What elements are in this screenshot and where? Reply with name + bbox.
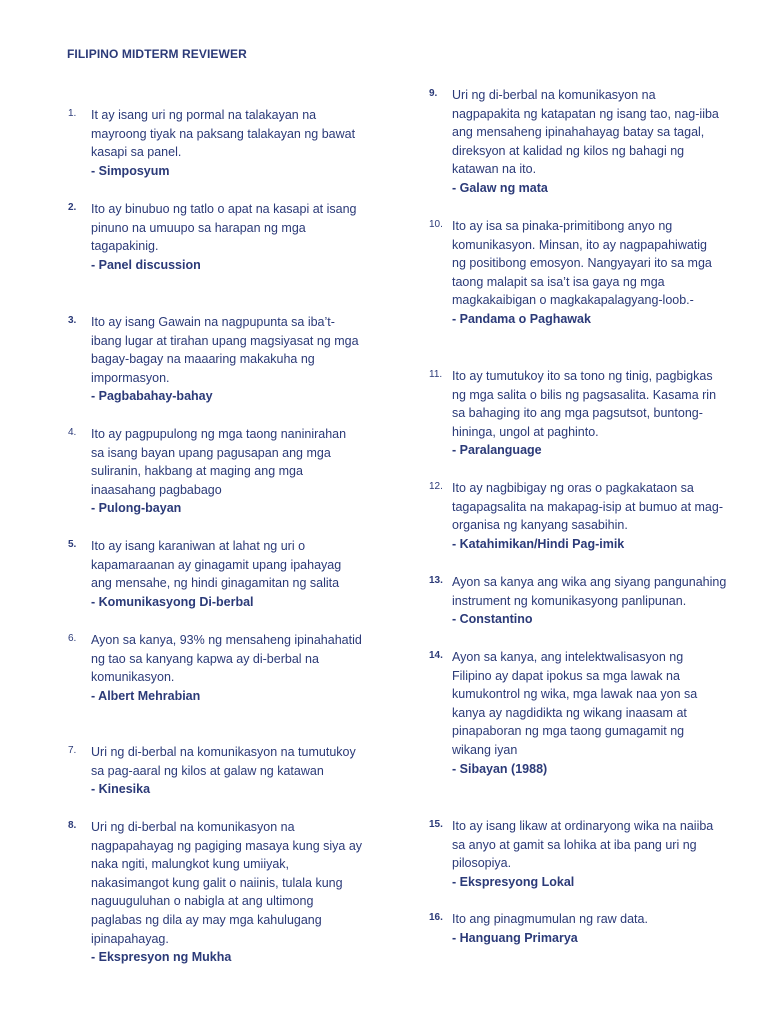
question-line: ibang lugar at tirahan upang magsiyasat ng mga (91, 333, 359, 348)
answer-text: - Paralanguage (452, 443, 542, 458)
item-number: 10. (429, 219, 443, 230)
question-line: magkakaibigan o magkakapalagyang-loob.- (452, 293, 694, 308)
question-line: ipinapahayag. (91, 931, 169, 946)
question-line: impormasyon. (91, 370, 170, 385)
question-line: sa isang bayan upang pagusapan ang mga (91, 445, 331, 460)
answer-text: - Pandama o Paghawak (452, 311, 591, 326)
question-line: Ito ay isang likaw at ordinaryong wika na naiiba (452, 819, 714, 833)
answer-text: - Pagbabahay-bahay (91, 389, 213, 404)
question-line: tagapakinig. (91, 239, 159, 254)
item-number: 12. (429, 481, 443, 492)
question-line: pinuno na umuupo sa harapan ng mga (91, 220, 306, 235)
question-line: kapamaraanan ay ginagamit upang ipahayag (91, 557, 342, 572)
item-number: 9. (429, 88, 438, 99)
question-line: mayroong tiyak na paksang talakayan ng bawat (91, 126, 356, 141)
question-line: katawan na ito. (452, 162, 537, 177)
question-line: bagay-bagay na maaaring makakuha ng (91, 352, 315, 367)
question-line: naka ngiti, malungkot kung umiiyak, (91, 857, 290, 872)
question-line: Ito ay nagbibigay ng oras o pagkakataon sa (452, 481, 694, 495)
question-line: Ito ay isang Gawain na nagpupunta sa iba’t- (91, 315, 335, 329)
item-body (452, 217, 712, 329)
question-line: tagapagsalita na makapag-isip at bumuo at mag- (452, 499, 723, 514)
question-line: Uri ng di-berbal na komunikasyon na (91, 820, 295, 834)
page-title: FILIPINO MIDTERM REVIEWER (67, 47, 247, 61)
answer-text: - Katahimikan/Hindi Pag-imik (452, 536, 625, 551)
item-number: 4. (68, 427, 77, 438)
question-line: Ito ay binubuo ng tatlo o apat na kasapi at isang (91, 202, 357, 216)
question-line: Ayon sa kanya, ang intelektwalisasyon ng (452, 650, 684, 664)
question-line: sa bahaging ito ang mga pagsutsot, buntong- (452, 406, 703, 421)
question-line: paglabas ng dila ay may mga kahulugang (91, 912, 322, 927)
item-body (91, 106, 355, 180)
question-line: ng mga salita o bilis ng pagsasalita. Kasama rin (452, 387, 717, 402)
question-line: komunikasyon. Minsan, ito ay nagpapahiwatig (452, 237, 708, 252)
item-number: 11. (429, 369, 443, 380)
item-number: 13. (429, 575, 443, 586)
question-line: instrument ng komunikasyong panlipunan. (452, 593, 687, 608)
item-body (91, 425, 346, 518)
question-line: pilosopiya. (452, 856, 512, 871)
question-line: sa anyo at gamit sa lohika at iba pang uri ng (452, 837, 697, 852)
question-line: pinapaboran ng mga taong gumagamit ng (452, 724, 685, 739)
question-line: naguuguluhan o nabigla at ang ultimong (91, 894, 314, 909)
question-line: Ito ang pinagmumulan ng raw data. (452, 912, 648, 926)
question-line: komunikasyon. (91, 670, 175, 685)
question-line: Ayon sa kanya ang wika ang siyang pangunahing (452, 575, 727, 589)
question-line: Ito ay pagpupulong ng mga taong naninirahan (91, 427, 347, 441)
item-number: 2. (68, 202, 77, 213)
item-number: 7. (68, 745, 77, 756)
question-line: Ito ay tumutukoy ito sa tono ng tinig, pagbigkas (452, 369, 713, 383)
item-number: 1. (68, 108, 77, 119)
question-line: Ayon sa kanya, 93% ng mensaheng ipinahahatid (91, 633, 362, 647)
item-body (91, 743, 356, 799)
answer-text: - Constantino (452, 612, 533, 627)
question-line: suliranin, hakbang at maging ang mga (91, 464, 303, 479)
answer-text: - Simposyum (91, 163, 170, 178)
item-number: 5. (68, 539, 77, 550)
item-body (452, 479, 723, 553)
item-body (91, 313, 359, 406)
question-line: kanya ay nagdidikta ng wikang inaasam at (452, 705, 687, 720)
item-number: 6. (68, 633, 77, 644)
answer-text: - Albert Mehrabian (91, 688, 201, 703)
question-line: Ito ay isa sa pinaka-primitibong anyo ng (452, 219, 673, 233)
item-body (452, 367, 716, 460)
answer-text: - Panel discussion (91, 257, 201, 272)
question-line: ang mensaheng ipinahahayag batay sa tagal, (452, 125, 705, 140)
item-body (452, 648, 697, 778)
question-line: Uri ng di-berbal na komunikasyon na (452, 88, 656, 102)
question-line: kasapi sa panel. (91, 145, 182, 160)
question-line: nagpapahayag ng pagiging masaya kung siya ay (91, 838, 363, 853)
question-line: organisa ng kanyang sasabihin. (452, 518, 628, 533)
question-line: Uri ng di-berbal na komunikasyon na tumutukoy (91, 745, 356, 759)
item-body (452, 817, 713, 891)
answer-text: - Ekspresyon ng Mukha (91, 950, 232, 965)
question-line: It ay isang uri ng pormal na talakayan na (91, 108, 317, 122)
question-line: wikang iyan (452, 742, 518, 757)
question-line: nakasimangot kung galit o naiinis, tulala kung (91, 875, 343, 890)
answer-text: - Sibayan (1988) (452, 761, 548, 776)
question-line: direksyon at kalidad ng kilos ng bahagi ng (452, 143, 685, 158)
answer-text: - Galaw ng mata (452, 180, 548, 195)
question-line: Ito ay isang karaniwan at lahat ng uri o (91, 539, 306, 553)
question-line: ng tao sa kanyang kapwa ay di-berbal na (91, 651, 319, 666)
item-body (91, 537, 341, 611)
item-body (91, 818, 362, 967)
item-body (91, 631, 362, 705)
answer-text: - Ekspresyong Lokal (452, 874, 575, 889)
question-line: ang mensahe, ng hindi ginagamitan ng salita (91, 576, 340, 591)
answer-text: - Pulong-bayan (91, 501, 182, 516)
item-number: 16. (429, 912, 443, 923)
question-line: Filipino ay dapat ipokus sa mga lawak na (452, 668, 680, 683)
item-body (452, 910, 648, 947)
question-line: taong malapit sa isa’t isa gaya ng mga (452, 274, 665, 289)
answer-text: - Komunikasyong Di-berbal (91, 594, 254, 609)
item-number: 15. (429, 819, 443, 830)
item-number: 14. (429, 650, 443, 661)
question-line: sa pag-aaral ng kilos at galaw ng katawan (91, 763, 324, 778)
answer-text: - Kinesika (91, 782, 151, 797)
question-line: ng positibong emosyon. Nangyayari ito sa mga (452, 256, 712, 271)
question-line: inaasahang pagbabago (91, 482, 222, 497)
item-number: 8. (68, 820, 77, 831)
answer-text: - Hanguang Primarya (452, 930, 578, 945)
item-number: 3. (68, 315, 77, 326)
item-body (91, 200, 356, 274)
item-body (452, 573, 726, 629)
question-line: hininga, ungol at paghinto. (452, 424, 599, 439)
item-body (452, 86, 719, 198)
question-line: kumukontrol ng wika, mga lawak naa yon sa (452, 687, 698, 702)
question-line: nagpapakita ng katapatan ng isang tao, nag-iiba (452, 106, 719, 121)
